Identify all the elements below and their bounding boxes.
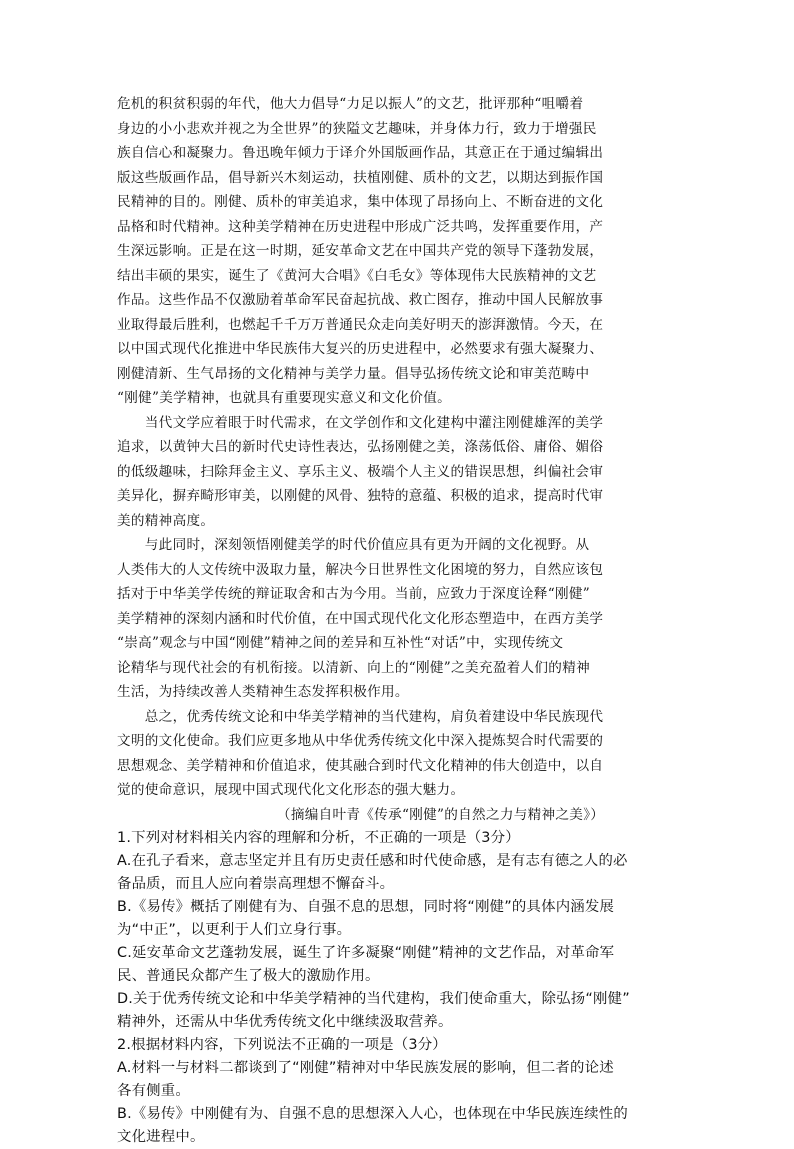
passage-line: 的低级趣味，扫除拜金主义、享乐主义、极端个人主义的错误思想，纠偏社会审	[117, 463, 604, 480]
question-line: 民、普通民众都产生了极大的激励作用。	[117, 968, 380, 984]
passage-line: 觉的使命意识，展现中国式现代化文化形态的强大魅力。	[117, 782, 465, 798]
question-line: 为“中正”，以更利于人们立身行事。	[117, 922, 352, 938]
question-line: C.延安革命文艺蓬勃发展，诞生了许多凝聚“刚健”精神的文艺作品，对革命军	[117, 945, 615, 961]
passage-line: 思想观念、美学精神和价值追求，使其融合到时代文化精神的伟大创造中，以自	[117, 757, 604, 774]
question-line: 备品质，而且人应向着崇高理想不懈奋斗。	[117, 876, 395, 892]
passage-line: “刚健”美学精神，也就具有重要现实意义和文化价值。	[117, 390, 452, 406]
question-line: A.在孔子看来，意志坚定并且有历史责任感和时代使命感，是有志有德之人的必	[117, 853, 628, 869]
passage-line: 生深远影响。正是在这一时期，延安革命文艺在中国共产党的领导下蓬勃发展，	[117, 243, 604, 259]
question-line: 2.根据材料内容，下列说法不正确的一项是（3分）	[117, 1037, 447, 1053]
passage-line: 业取得最后胜利，也燃起千千万万普通民众走向美好明天的澎湃激情。今天，在	[117, 316, 604, 333]
passage-line: 与此同时，深刻领悟刚健美学的时代价值应具有更为开阔的文化视野。从	[117, 537, 590, 553]
passage-line: 论精华与现代社会的有机衔接。以清新、向上的“刚健”之美充盈着人们的精神	[117, 659, 590, 676]
passage-line: 以中国式现代化推进中华民族伟大复兴的历史进程中，必然要求有强大凝聚力、	[117, 341, 604, 357]
question-line: B.《易传》中刚健有为、自强不息的思想深入人心，也体现在中华民族连续性的	[117, 1106, 628, 1122]
passage-line: 美异化，摒弃畸形审美，以刚健的风骨、独特的意蕴、积极的追求，提高时代审	[117, 488, 604, 504]
question-line: 文化进程中。	[117, 1129, 205, 1145]
passage-line: 美的精神高度。	[117, 512, 215, 529]
document-page	[117, 92, 683, 1149]
passage-line: （摘编自叶青《传承“刚健”的自然之力与精神之美》）	[117, 806, 605, 823]
passage-line: 民精神的目的。刚健、质朴的审美追求，集中体现了昂扬向上、不断奋进的文化	[117, 194, 604, 210]
passage-line: 美学精神的深刻内涵和时代价值，在中国式现代化文化形态塑造中，在西方美学	[117, 610, 604, 627]
passage-line: 总之，优秀传统文论和中华美学精神的当代建构，肩负着建设中华民族现代	[117, 708, 604, 725]
passage-line: 当代文学应着眼于时代需求，在文学创作和文化建构中灌注刚健雄浑的美学	[117, 414, 604, 431]
passage-line: 族自信心和凝聚力。鲁迅晚年倾力于译介外国版画作品，其意正在于通过编辑出	[117, 145, 604, 161]
passage-line: 生活，为持续改善人类精神生态发挥积极作用。	[117, 684, 409, 700]
passage-line: 身边的小小悲欢并视之为全世界”的狭隘文艺趣味，并身体力行，致力于增强民	[117, 120, 597, 137]
passage-line: 人类伟大的人文传统中汲取力量，解决今日世界性文化困境的努力，自然应该包	[117, 561, 604, 578]
passage-line: 品格和时代精神。这种美学精神在历史进程中形成广泛共鸣，发挥重要作用，产	[117, 218, 604, 235]
passage-line: 括对于中华美学传统的辩证取舍和古为今用。当前，应致力于深度诠释“刚健”	[117, 586, 590, 602]
question-line: 各有侧重。	[117, 1083, 190, 1099]
passage-text	[117, 92, 683, 827]
passage-line: 危机的积贫积弱的年代，他大力倡导“力足以振人”的文艺，批评那种“咀嚼着	[117, 96, 584, 112]
passage-line: 结出丰硕的果实，诞生了《黄河大合唱》《白毛女》等体现伟大民族精神的文艺	[117, 267, 597, 284]
question-line: B.《易传》概括了刚健有为、自强不息的思想，同时将“刚健”的具体内涵发展	[117, 899, 615, 915]
passage-line: “崇高”观念与中国“刚健”精神之间的差异和互补性“对话”中，实现传统文	[117, 635, 564, 651]
question-line: 精神外，还需从中华优秀传统文化中继续汲取营养。	[117, 1014, 453, 1030]
questions-section	[117, 827, 683, 1149]
question-line: 1.下列对材料相关内容的理解和分析，不正确的一项是（3分）	[117, 830, 520, 846]
question-line: A.材料一与材料二都谈到了“刚健”精神对中华民族发展的影响，但二者的论述	[117, 1060, 614, 1076]
question-line: D.关于优秀传统文论和中华美学精神的当代建构，我们使命重大，除弘扬“刚健”	[117, 991, 630, 1007]
passage-line: 版这些版画作品，倡导新兴木刻运动，扶植刚健、质朴的文艺，以期达到振作国	[117, 169, 604, 186]
passage-line: 刚健清新、生气昂扬的文化精神与美学力量。倡导弘扬传统文论和审美范畴中	[117, 365, 590, 382]
passage-line: 追求，以黄钟大吕的新时代史诗性表达，弘扬刚健之美，涤荡低俗、庸俗、媚俗	[117, 439, 604, 455]
passage-line: 文明的文化使命。我们应更多地从中华优秀传统文化中深入提炼契合时代需要的	[117, 733, 604, 749]
passage-line: 作品。这些作品不仅激励着革命军民奋起抗战、救亡图存，推动中国人民解放事	[117, 292, 604, 308]
